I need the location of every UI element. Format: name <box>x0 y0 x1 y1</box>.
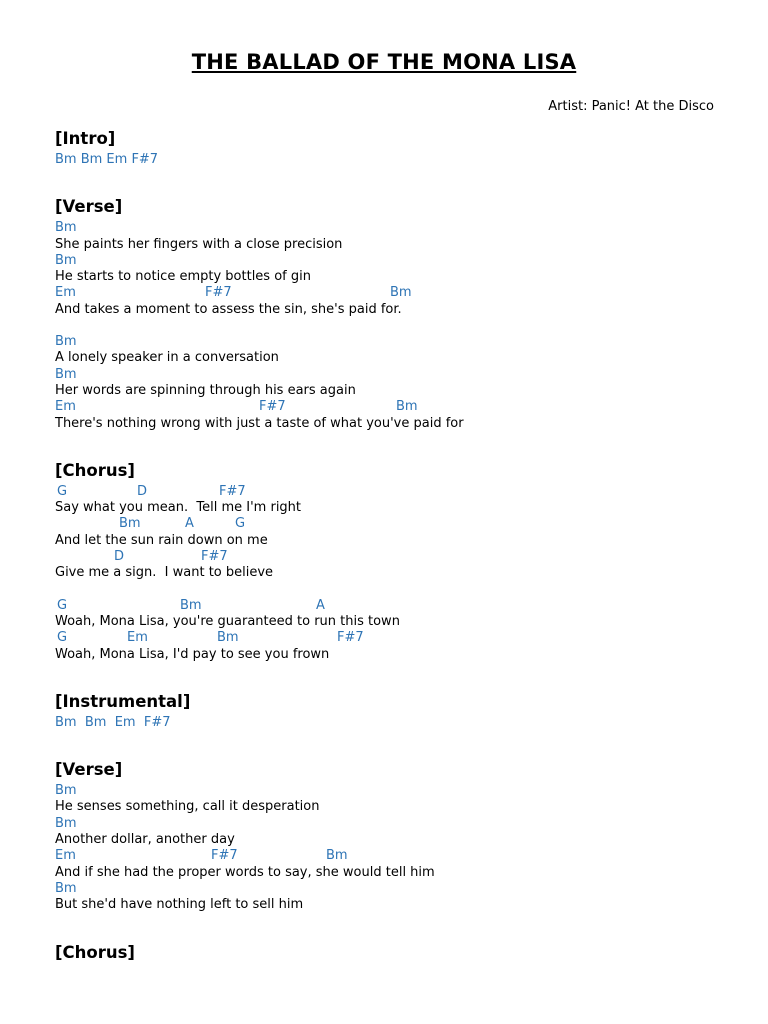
chord: F#7 <box>337 630 364 646</box>
chord-line <box>55 152 735 168</box>
chord: Bm <box>55 252 77 268</box>
chord: Bm <box>55 880 77 896</box>
chord: Bm <box>55 334 77 350</box>
lyric-line: He starts to notice empty bottles of gin <box>55 269 311 285</box>
chord-line <box>55 715 735 731</box>
section-heading-chorus: [Chorus] <box>55 460 135 480</box>
lyric-line: Give me a sign. I want to believe <box>55 565 274 581</box>
chord: Bm <box>217 630 239 646</box>
chord: Bm <box>396 399 418 415</box>
chord: Bm <box>55 783 77 799</box>
chord: Em <box>55 399 76 415</box>
chord: Bm <box>55 815 77 831</box>
chord: Bm <box>326 848 348 864</box>
chord: Bm Bm Em F#7 <box>55 714 171 730</box>
chord-line <box>55 220 735 236</box>
chord: G <box>57 483 68 499</box>
chord: A <box>185 516 194 532</box>
chord: G <box>57 630 68 646</box>
chord-line <box>55 367 735 383</box>
section-heading-verse: [Verse] <box>55 197 123 217</box>
artist-line: Artist: Panic! At the Disco <box>548 99 714 114</box>
chord: Bm <box>180 597 202 613</box>
chord: F#7 <box>219 483 246 499</box>
chord-line <box>55 334 735 350</box>
chord: D <box>114 549 125 565</box>
lyric-line: But she'd have nothing left to sell him <box>55 897 304 913</box>
song-content <box>55 126 735 966</box>
lyric-line: And takes a moment to assess the sin, she's paid for. <box>55 301 402 317</box>
lyric-line: And let the sun rain down on me <box>55 532 268 548</box>
chord-line <box>55 783 735 799</box>
chord: Bm <box>119 516 141 532</box>
lyric-line: He senses something, call it desperation <box>55 799 320 815</box>
song-title: THE BALLAD OF THE MONA LISA <box>191 50 577 74</box>
chord-line <box>55 598 735 614</box>
lyric-line: Woah, Mona Lisa, I'd pay to see you frown <box>55 646 330 662</box>
chord: G <box>57 597 68 613</box>
chord-line <box>55 253 735 269</box>
section-heading-intro: [Intro] <box>55 129 116 148</box>
chord: Bm Bm Em F#7 <box>55 152 159 167</box>
chord-line <box>55 549 735 565</box>
chord: G <box>235 516 246 532</box>
chord-line <box>55 399 735 415</box>
chord-line <box>55 816 735 832</box>
section-heading-verse: [Verse] <box>55 760 123 780</box>
chord: Bm <box>390 285 412 301</box>
chord: Em <box>55 848 76 864</box>
chord-line <box>55 881 735 897</box>
lyric-line: There's nothing wrong with just a taste of what you've paid for <box>55 415 464 431</box>
lyric-line: Woah, Mona Lisa, you're guaranteed to run this town <box>55 613 400 629</box>
section-heading-chorus: [Chorus] <box>55 942 135 962</box>
chord: F#7 <box>201 549 228 565</box>
chord: Bm <box>55 366 77 382</box>
lyric-line: Say what you mean. Tell me I'm right <box>55 500 302 516</box>
chord: D <box>137 483 148 499</box>
chord: F#7 <box>205 285 232 301</box>
chord-line <box>55 848 735 864</box>
lyric-line: A lonely speaker in a conversation <box>55 350 279 366</box>
chord: Em <box>127 630 148 646</box>
lyric-line: And if she had the proper words to say, she would tell him <box>55 864 435 880</box>
chord: Em <box>55 285 76 301</box>
chord-line <box>55 516 735 532</box>
lyric-line: Her words are spinning through his ears again <box>55 382 356 398</box>
chord: Bm <box>55 220 77 236</box>
lyric-line: She paints her fingers with a close precision <box>55 236 343 252</box>
lyric-line: Another dollar, another day <box>55 832 235 848</box>
section-heading-instrumental: [Instrumental] <box>55 691 191 711</box>
chord-line <box>55 484 735 500</box>
chord: F#7 <box>211 848 238 864</box>
chord: F#7 <box>259 399 286 415</box>
chord: A <box>316 597 325 613</box>
chord-line <box>55 630 735 646</box>
chord-line <box>55 285 735 301</box>
